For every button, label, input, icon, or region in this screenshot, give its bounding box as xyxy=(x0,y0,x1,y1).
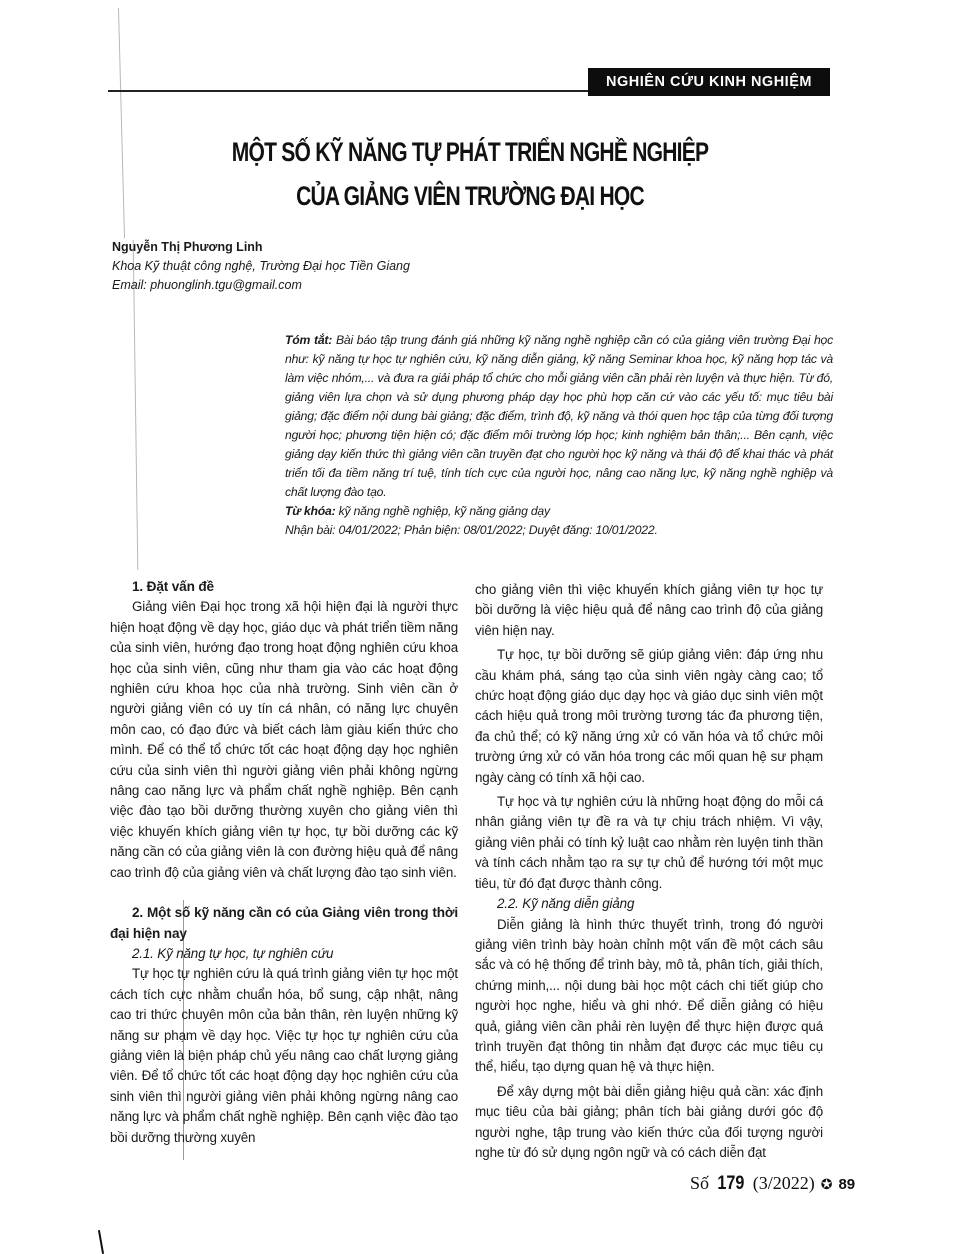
author-name: Nguyễn Thị Phương Linh xyxy=(112,240,263,254)
issue-date: (3/2022) xyxy=(752,1173,815,1193)
keywords-label: Từ khóa: xyxy=(285,504,336,518)
star-icon: ✪ xyxy=(820,1178,833,1193)
abstract-text: Bài báo tập trung đánh giá những kỹ năng nghề nghiệp cần có của giảng viên trường Đại học như: kỹ năng tự học tự nghiên cứu, kỹ năng diễn giảng, kỹ năng Seminar khoa học, kỹ năng hợp tác và làm việc nhóm,... và đưa ra giải pháp tổ chức cho mỗi giảng viên cần phải rèn luyện và thực hiện. Từ đó, giảng viên lựa chọn và sử dụng phương pháp dạy học phù hợp căn cứ vào các yếu tố: mục tiêu bài giảng; đặc điểm nội dung bài giảng; đặc điểm, trình độ, kỹ năng và thói quen học tập của từng đối tượng người học; phương tiện hiện có; đặc điểm môi trường lớp học; kinh nghiệm bản thân;... Bên cạnh, việc giảng dạy kiến thức thì giảng viên cần truyền đạt cho người học kỹ năng và thái độ để khai thác và phát triển tối đa tiềm năng trí tuệ, tính tích cực của người học, nâng cao năng lực, kỹ năng nghề nghiệp và chất lượng đào tạo. xyxy=(285,333,834,499)
paragraph: cho giảng viên thì việc khuyến khích giảng viên tự học tự bồi dưỡng là việc hiệu quả để nâng cao trình độ của giảng viên hiện nay. xyxy=(475,582,823,638)
keywords-text: kỹ năng nghề nghiệp, kỹ năng giảng dạy xyxy=(335,504,550,518)
author-email: Email: phuonglinh.tgu@gmail.com xyxy=(112,278,302,292)
paragraph: Tự học và tự nghiên cứu là những hoạt động do mỗi cá nhân giảng viên tự đề ra và tự chịu trách nhiệm. Vì vậy, giảng viên phải có tính kỷ luật cao nhằm rèn luyện tinh thần và tính cách nhằm tạo ra sự tự chủ để hướng tới một mục tiêu, từ đó đạt được thành công. xyxy=(475,794,823,891)
section-heading-2: 2. Một số kỹ năng cần có của Giảng viên trong thời đại hiện nay xyxy=(110,905,458,941)
scan-artifact-line xyxy=(98,1230,104,1254)
article-title-line2: CỦA GIẢNG VIÊN TRƯỜNG ĐẠI HỌC xyxy=(296,181,644,211)
body-column-right xyxy=(475,580,823,1163)
paragraph: Giảng viên Đại học trong xã hội hiện đại là người thực hiện hoạt động về dạy học, giáo dục và phát triển tiềm năng của sinh viên, hướng đạo trong hoạt động nghiên cứu khoa học của sinh viên, cũng như tham gia vào các hoạt động nghiên cứu khoa học của nhà trường. Sinh viên cần ở người giảng viên có uy tín cá nhân, có năng lực chuyên môn cao, có đạo đức và biết cách làm giàu kiến thức cho mình. Để có thể tổ chức tốt các hoạt động dạy học nghiên cứu của sinh viên thì người giảng viên phải không ngừng nâng cao năng lực và phẩm chất nghề nghiệp. Bên cạnh việc đào tạo bồi dưỡng thường xuyên cho giảng viên thì việc khuyến khích giảng viên tự học, tự bồi dưỡng các kỹ năng cần có của giảng viên là con đường hiệu quả để nâng cao trình độ của giảng viên và chất lượng đào tạo sinh viên. xyxy=(110,599,458,880)
keywords xyxy=(285,502,833,521)
page-footer xyxy=(690,1173,855,1195)
page-number: 89 xyxy=(838,1176,856,1193)
abstract xyxy=(285,331,833,540)
issue-number: 179 xyxy=(717,1173,745,1194)
issue-label: Số xyxy=(690,1173,710,1193)
paragraph: Tự học, tự bồi dưỡng sẽ giúp giảng viên: đáp ứng nhu cầu khám phá, sáng tạo của sinh viên ngày càng cao; tổ chức hoạt động giáo dục dạy học và giáo dục sinh viên một cách hiệu quả trong môi trường tương tác đa phương tiện, đa chủ thể; có kỹ năng ứng xử có văn hóa và tổ chức môi trường ứng xử có văn hóa trong các mối quan hệ sư phạm ngày càng có tính xã hội cao. xyxy=(475,647,823,785)
paragraph: Diễn giảng là hình thức thuyết trình, trong đó người giảng viên trình bày hoàn chỉnh một vấn đề một cách sâu sắc và có hệ thống để trình bày, mô tả, phân tích, giải thích, chứng minh,... nội dung bài học một cách chi tiết giúp cho người học nghe, hiểu và ghi nhớ. Để diễn giảng có hiệu quả, giảng viên cần phải rèn luyện để thực hiện được quá trình truyền đạt thông tin nhằm đạt được các mục tiêu cụ thể, hiểu, tạo dựng quan hệ và thực hiện. xyxy=(475,916,823,1075)
article-dates: Nhận bài: 04/01/2022; Phản biện: 08/01/2022; Duyệt đăng: 10/01/2022. xyxy=(285,523,658,537)
article-title-line1: MỘT SỐ KỸ NĂNG TỰ PHÁT TRIỂN NGHỀ NGHIỆP xyxy=(231,137,709,167)
paragraph: Tự học tự nghiên cứu là quá trình giảng viên tự học một cách tích cực nhằm chuẩn hóa, bổ sung, cập nhật, nâng cao tri thức chuyên môn của bản thân, rèn luyện những kỹ năng sư phạm về dạy học. Việc tự học tự nghiên cứu của giảng viên là biện pháp chủ yếu nâng cao chất lượng giảng viên. Để tổ chức tốt các hoạt động dạy học nghiên cứu của sinh viên thì người giảng viên phải không ngừng nâng cao năng lực và phẩm chất nghề nghiệp. Bên cạnh việc đào tạo bồi dưỡng thường xuyên xyxy=(110,966,458,1145)
section-tag: NGHIÊN CỨU KINH NGHIỆM xyxy=(588,68,830,96)
author-affiliation: Khoa Kỹ thuật công nghệ, Trường Đại học Tiền Giang xyxy=(112,259,410,273)
subsection-heading-2-2: 2.2. Kỹ năng diễn giảng xyxy=(497,896,635,912)
paragraph: Để xây dựng một bài diễn giảng hiệu quả cần: xác định mục tiêu của bài giảng; phân tích bài giảng dưới góc độ người nghe, tập trung vào kiến thức của đối tượng người nghe từ đó sử dụng ngôn ngữ và có cách diễn đạt xyxy=(475,1083,823,1160)
scan-artifact-line xyxy=(118,8,125,238)
body-column-left xyxy=(110,577,458,1148)
section-heading-1: 1. Đặt vấn đề xyxy=(132,579,214,594)
article-title xyxy=(228,130,712,218)
abstract-body xyxy=(285,331,833,502)
author-block xyxy=(112,238,410,295)
subsection-heading-2-1: 2.1. Kỹ năng tự học, tự nghiên cứu xyxy=(132,945,334,961)
abstract-label: Tóm tắt: xyxy=(285,333,333,347)
header-rule xyxy=(108,90,590,92)
